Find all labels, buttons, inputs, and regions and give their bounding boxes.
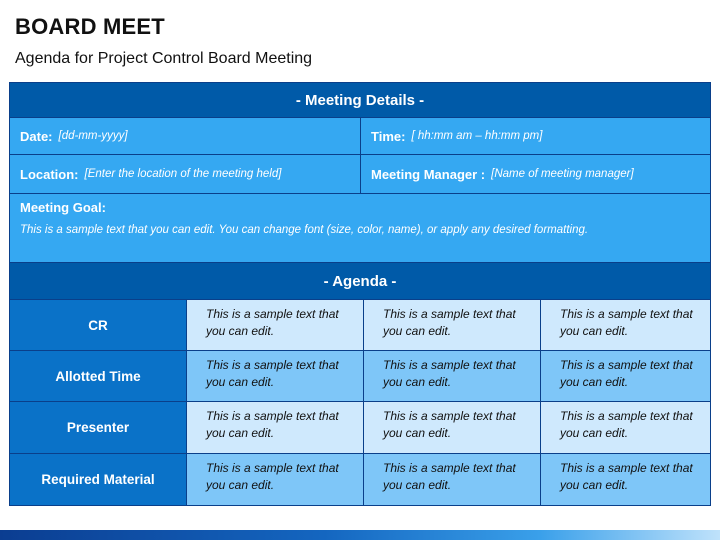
agenda-cell[interactable]: This is a sample text that you can edit. [541,300,710,350]
location-value: [Enter the location of the meeting held] [84,168,282,180]
meeting-goal-label: Meeting Goal: [20,200,106,215]
agenda-row-label: Allotted Time [55,368,141,384]
agenda-cell[interactable]: This is a sample text that you can edit. [364,351,540,401]
agenda-row-label-required-material [10,454,186,505]
meeting-goal-text: This is a sample text that you can edit. You can change font (size, color, name), or apply any desired formatting. [20,224,589,236]
meeting-details-header [10,83,710,117]
agenda-header-label: - Agenda - [323,272,397,290]
meeting-table [9,82,711,506]
agenda-row-label-allotted-time [10,351,186,401]
agenda-cell[interactable]: This is a sample text that you can edit. [187,454,363,505]
agenda-cell[interactable]: This is a sample text that you can edit. [187,402,363,453]
time-cell[interactable] [361,118,710,154]
bottom-accent-bar [0,530,720,540]
manager-cell[interactable] [361,155,710,193]
location-label: Location: [20,166,79,182]
time-value: [ hh:mm am – hh:mm pm] [411,130,543,142]
agenda-cell[interactable]: This is a sample text that you can edit. [187,300,363,350]
agenda-cell[interactable]: This is a sample text that you can edit. [541,351,710,401]
agenda-cell[interactable]: This is a sample text that you can edit. [364,454,540,505]
location-cell[interactable] [10,155,360,193]
manager-value: [Name of meeting manager] [491,168,634,180]
agenda-row-label-cr [10,300,186,350]
agenda-header [10,263,710,299]
time-label: Time: [371,128,406,144]
agenda-cell[interactable]: This is a sample text that you can edit. [364,300,540,350]
page-title: BOARD MEET [15,14,165,39]
date-label: Date: [20,128,53,144]
agenda-cell[interactable]: This is a sample text that you can edit. [364,402,540,453]
meeting-details-header-label: - Meeting Details - [295,91,425,109]
agenda-row-label: Required Material [41,472,155,487]
agenda-row-label-presenter [10,402,186,453]
agenda-row-label: Presenter [66,420,130,435]
date-value: [dd-mm-yyyy] [58,130,128,142]
agenda-cell[interactable]: This is a sample text that you can edit. [187,351,363,401]
date-cell[interactable] [10,118,360,154]
manager-label: Meeting Manager : [371,166,486,182]
meeting-goal-cell[interactable] [10,194,710,262]
agenda-row-label: CR [88,317,108,333]
page-subtitle: Agenda for Project Control Board Meeting [15,50,313,67]
agenda-cell[interactable]: This is a sample text that you can edit. [541,402,710,453]
agenda-cell[interactable]: This is a sample text that you can edit. [541,454,710,505]
